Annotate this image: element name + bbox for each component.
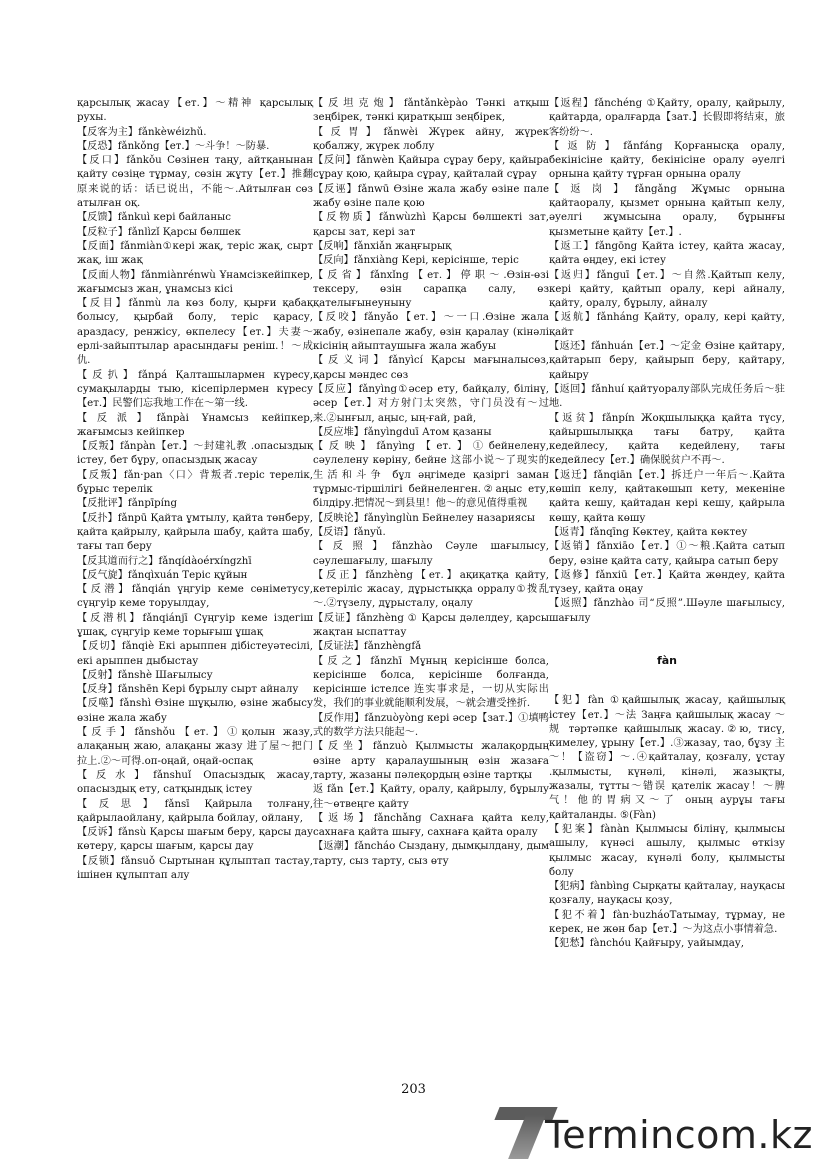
dictionary-entry: 【反向】fǎnxiàng Кері, керісінше, теріс xyxy=(313,255,519,267)
dictionary-entry: 【反胃】fǎnwèi Жүрек айну, жүрек қобалжу, жүрек лоблу xyxy=(313,126,549,152)
dictionary-entry: 【反气旋】fǎnqìxuán Теріс құйын xyxy=(77,569,248,581)
dictionary-entry: 【反义词】fǎnyìcí Қарсы мағыналысөз, қарсы мәндес сөз xyxy=(313,355,549,381)
dictionary-entry: 【返照】fǎnzhào 司“反照”.Шәуле шағылысу, шағылу xyxy=(549,598,785,624)
column-right xyxy=(549,97,785,952)
dictionary-entry: 【反诉】fǎnsù Қарсы шағым беру, қарсы дау көтеру, қарсы шағым, қарсы дау xyxy=(77,827,313,853)
dictionary-entry: 【反目】fǎnmù ла көз болу, қырғи қабақ болысу, қырбай болу, теріс қарасу, араздасу, ренжісу, өкпелесу【ет.】夫妻～ерлі-зайыптылар арасындағы реніш.！～成仇. xyxy=(77,298,313,367)
dictionary-entry: 【返归】fǎnguī【ет.】～自然.Қайтып келу, кері қайту, қайтып оралу, кері айналу, қайту, оралу, бұрылу, айналу xyxy=(549,269,785,310)
dictionary-entry: 【反锁】fǎnsuǒ Сыртынан құлыптап тастау, ішінен құлыптап алу xyxy=(77,855,313,882)
dictionary-entry: 【反扒】fǎnpá Қалташылармен күресу, сумақыларды тыю, кісепірлермен күресу【ет.】民警们忘我地工作在～第一线. xyxy=(77,369,313,410)
dictionary-entry: 【反粒子】fǎnlìzǐ Қарсы бөлшек xyxy=(77,226,241,238)
logo-t-stem-icon xyxy=(508,1115,546,1159)
dictionary-entry: 【反噬】fǎnshì Өзіне шұқылю, өзіне жабысу өзіне жала жабу xyxy=(77,698,313,724)
dictionary-entry: 【犯案】fànàn Қылмысы білінү, қылмысы ашылу, күнәсі ашылу, қылмыс өткізу қылмыс жасау, күнәлі болу, қылмысты болу xyxy=(549,823,785,878)
dictionary-entry: 【反映论】fǎnyìnglùn Бейнелеу назариясы xyxy=(313,512,535,524)
dictionary-entry: 【反其道而行之】fǎnqídàoérxíngzhī xyxy=(77,555,252,567)
dictionary-entry: 【返航】fǎnháng Қайту, оралу, кері қайту, қайт xyxy=(549,312,785,338)
dictionary-entry: 【反响】fǎnxiǎn жаңғырық xyxy=(313,240,452,252)
dictionary-entry: 【返岗】fǎngǎng Жұмыс орнына қайтаоралу, қызмет орнына қайтып келу, әуелгі жұмысына оралу, бұрынғы қызметыне қайту【ет.】. xyxy=(549,183,785,238)
dictionary-entry: 【反面】fǎnmiàn①кері жақ, теріс жақ, сырт жақ, іш жақ xyxy=(77,240,313,267)
dictionary-entry: 返 fǎn【ет.】Қайту, оралу, қайрылу, бұрылу 往～өтвеңге қайту xyxy=(313,784,549,810)
dictionary-entry: 【返贫】fǎnpín Жоқшылыққа қайта түсу, қайыршылыққа тағы батру, қайта кедейлесу, қайта кедейлену, тағы кедейлесу【ет.】确保脱贫户不再～. xyxy=(549,412,785,467)
dictionary-entry: 【犯病】fànbìng Сырқаты қайталау, науқасы қозғалу, науқасы қозу, xyxy=(549,881,785,907)
dictionary-entry: 【返场】fǎnchǎng Сахнаға қайта келу, сахнаға қайта шығу, сахнаға қайта оралу xyxy=(313,812,549,839)
dictionary-entry: 【返迁】fǎnqiān【ет.】拆迁户一年后～.Қайта көшіп келу, қайтакөшып кету, мекеніне қайта кешу, қайтадан кері кешу, қайрыла көшу, қайта көшу xyxy=(549,469,785,524)
dictionary-entry: 【反客为主】fǎnkèwéizhǔ. xyxy=(77,126,207,138)
dictionary-entry: 【反正】fǎnzhèng【ет.】ақиқатқа қайту, кетеріліс жасау, дұрыстыққа орралу①拨乱～.②түзелу, дұрысталу, оңалу xyxy=(313,569,549,610)
dictionary-entry: 【反映】fǎnyìng【ет.】①бейнелену, сәулелену көріну, бейне 这部小说～了现实的生活和斗争 бұл әңгімеде қазіргі заман тұрмыс-тіршілігі бейнеленген.②аңыс ету, білдіру.把情况～到县里！他～的意见值得重视 xyxy=(313,441,549,510)
dictionary-entry: 【反派】fǎnpài Ұнамсыз кейіпкер, жағымсыз кейіпкер xyxy=(77,412,313,438)
dictionary-entry: 【返工】fǎngōng Қайта істеу, қайта жасау, қайта өңдеу, екі істеу xyxy=(549,240,785,267)
dictionary-entry: 【反物质】fǎnwùzhì Қарсы бөлшекті зат, қарсы зат, кері зат xyxy=(313,212,549,238)
dictionary-entry: 【返潮】fǎncháo Сыздану, дымқылдану, дым тарту, сыз тарту, сыз өту xyxy=(313,841,549,867)
dictionary-entry: 【反思】fǎnsī Қайрыла толғану, қайрылаойлану, қайрыла бойлау, ойлану, xyxy=(77,798,313,824)
dictionary-entry: 【反坦克炮】fǎntǎnkèpào Тәнкі атқыш зеңбірек, тәнкі қиратқыш зеңбірек, xyxy=(313,98,549,124)
dictionary-entry: 【反照】fǎnzhào Сәуле шағылысу, сәулешағылу, шағылу xyxy=(313,541,549,567)
dictionary-entry: 【反射】fǎnshè Шағылысу xyxy=(77,669,213,681)
dictionary-entry: 【反扑】fǎnpū Қайта ұмтылу, қайта төнберу, қайта қайрылу, қайрыла шабу, қайта шабу, тағы тап беру xyxy=(77,512,313,553)
dictionary-entry: 【犯愁】fànchóu Қайғыру, уайымдау, xyxy=(549,938,745,950)
dictionary-entry: 【反馈】fǎnkuì кері байланыс xyxy=(77,212,231,224)
dictionary-entry: 【反口】fǎnkǒu Сөзінен таңу, айтқанынан қайту сөзіңе тұрмау, сөзін жұту【ет.】推翻原来说的话：话已说出，不能～.Айтылған сөз атылған оқ. xyxy=(77,155,313,210)
dictionary-entry: 【反证】fǎnzhèng ① Қарсы дәлелдеу, қарсы жақтан ыспаттау xyxy=(313,612,549,638)
dictionary-entry: 【返销】fǎnxiāo【ет.】①～粮.Қайта сатып беру, өзіне қайта сату, қайыра сатып беру xyxy=(549,541,785,567)
logo-wordmark: Termincom.kz xyxy=(545,1113,813,1157)
dictionary-entry: 【反面人物】fǎnmiànrénwù Ұнамсізкейіпкер, жағымсыз жан, ұнамсыз кісі xyxy=(77,269,313,295)
column-left xyxy=(77,97,313,883)
dictionary-entry: 【反水】fǎnshuǐ Опасыздық жасау, опасыздық ету, сатқындық істеу xyxy=(77,769,313,796)
dictionary-entry: 【反潜机】fǎnqiánjī Сүңгуір кеме іздегіш ұшақ, сүңгуір кеме торығыш ұшақ xyxy=(77,612,313,638)
dictionary-entry: 【返青】fǎnqīng Көктеу, қайта көктеу xyxy=(549,526,748,538)
column-middle xyxy=(313,97,549,869)
dictionary-entry: 【返修】fǎnxiū【ет.】Қайта жөндеу, қайта түзеу, қайта оңау xyxy=(549,569,785,596)
dictionary-entry: 【反应】fǎnyìng①әсер ету, байқалу, білінү, әсер【ет.】对方射门太突然，守门员没有～过来.②ынғыл, аңыс, ың-ғай, рай, xyxy=(313,383,549,424)
termincom-logo[interactable] xyxy=(497,1103,813,1163)
dictionary-entry: 【反问】fǎnwèn Қайыра сұрау беру, қайыра сұрау қою, қайыра сұрау, қайталай сұрау xyxy=(313,155,549,181)
dictionary-entry: 【反恐】fǎnkǒng【ет.】～斗争！～防暴. xyxy=(77,140,270,152)
dictionary-entry: 【反证法】fǎnzhèngfǎ xyxy=(313,641,422,653)
dictionary-entry: 【犯不着】fàn·buzháoТатымау, тұрмау, не керек, не жөн бар【ет.】～为这点小事情着急. xyxy=(549,909,785,936)
dictionary-entry: 【返还】fǎnhuán【ет.】～定金 Өзіне қайтару, қайтарып беру, қайырып беру, қайтару, қайыру xyxy=(549,341,785,381)
dictionary-entry: 【反省】fǎnxǐng【ет.】停职～.Өзін-өзі тексеру, өзін сарапқа салу, өз қателығынеуныну xyxy=(313,269,549,310)
dictionary-entry: 【反应堆】fǎnyìngduī Атом қазаны xyxy=(313,426,492,438)
dictionary-entry: 【反咬】fǎnyǎo【ет.】～一口.Өзіне жала жабу, өзінепале жабу, өзін қаралау (кінәлі кісінің айыптаушыға жала жабуы xyxy=(313,312,549,353)
dictionary-entry: 【反叛】fǎn·pan〈口〉背叛者.теріс терелік, бұрыс терелік xyxy=(77,469,313,496)
dictionary-entry: 【反之】fǎnzhī Мұның керісінше болса, керісінше болса, керісінше болғанда, керісінше істелсе 连实事求是，一切从实际出发，我们的事业就能顺利发展，～就会遭受挫折. xyxy=(313,655,549,710)
dictionary-entry: 【反切】fǎnqiè Екі арыппен дібістеуәтесілі, екі арыппен дыбыстау xyxy=(77,641,313,667)
dictionary-entry: 【反坐】fǎnzuò Қылмысты жалақордың өзіне арту қаралаушының өзін жазаға тарту, жазаны пәлеқордың өзіне тартқы xyxy=(313,741,549,781)
page-number: 203 xyxy=(401,1082,426,1097)
dictionary-entry: 【返程】fǎnchéng ①Қайту, оралу, қайрылу, қайтарда, оралғарда【зат.】长假即将结束，旅客纷纷～. xyxy=(549,98,785,138)
dictionary-entry: 【犯】fàn ①қайшылық жасау, қайшылық істеу【ет.】～法 Заңға қайшылық жасау ～规 тәртәпке қайшылық жасау.②ю, тисү, кимелеу, ұрыну【ет.】.③жазау, тао, бұзу 主～！【盗窃】～.④қайталау, қозғалу, ұстау .қылмысты, күнәлі, кінәлі, жазықты, жазалы, тұтты～错误 қателік жасау！～脾气！他的胃病又～了 оның аурұы тағы қайталанды. ⑤(Fàn) xyxy=(549,695,785,821)
dictionary-entry: 【反作用】fǎnzuòyòng кері әсер【зат.】①填鸭式的数学方法只能起～. xyxy=(313,712,549,739)
dictionary-entry: қарсылық жасау【ет.】～精神 қарсылық рухы. xyxy=(77,98,313,124)
dictionary-entry: 【反手】fǎnshǒu【ет.】①қолын жазу, алақаның жаю, алақаны жазу 进了屋～把门拉上.②～可得.оп-оңай, оңай-оспақ xyxy=(77,727,313,767)
section-heading: fàn xyxy=(656,653,678,667)
dictionary-entry: 【反语】fǎnyǔ. xyxy=(313,526,386,538)
dictionary-entry: 【反潜】fǎnqián үңгуір кеме сөніметусу, сүңгуір кеме торуылдау, xyxy=(77,584,313,610)
dictionary-entry: 【反叛】fǎnpàn【ет.】～封建礼教 .опасыздық істеу, бет бұру, опасыздық жасау xyxy=(77,441,313,467)
dictionary-entry: 【反身】fǎnshēn Кері бұрылу сырт айналу xyxy=(77,684,299,696)
dictionary-entry: 【返回】fǎnhuí қайтуоралу部队完成任务后～驻地. xyxy=(549,383,785,410)
dictionary-entry: 【反批评】fǎnpīpíng xyxy=(77,498,177,510)
dictionary-entry: 【返防】fǎnfáng Қорғанысқа оралу, бекінісіне қайту, бекінісіне оралу әуелгі орнына қайту тұрған орнына оралу xyxy=(549,140,785,181)
dictionary-entry: 【反诬】fǎnwū Өзіне жала жабу өзіне пале жабу өзіне пале қою xyxy=(313,183,549,210)
